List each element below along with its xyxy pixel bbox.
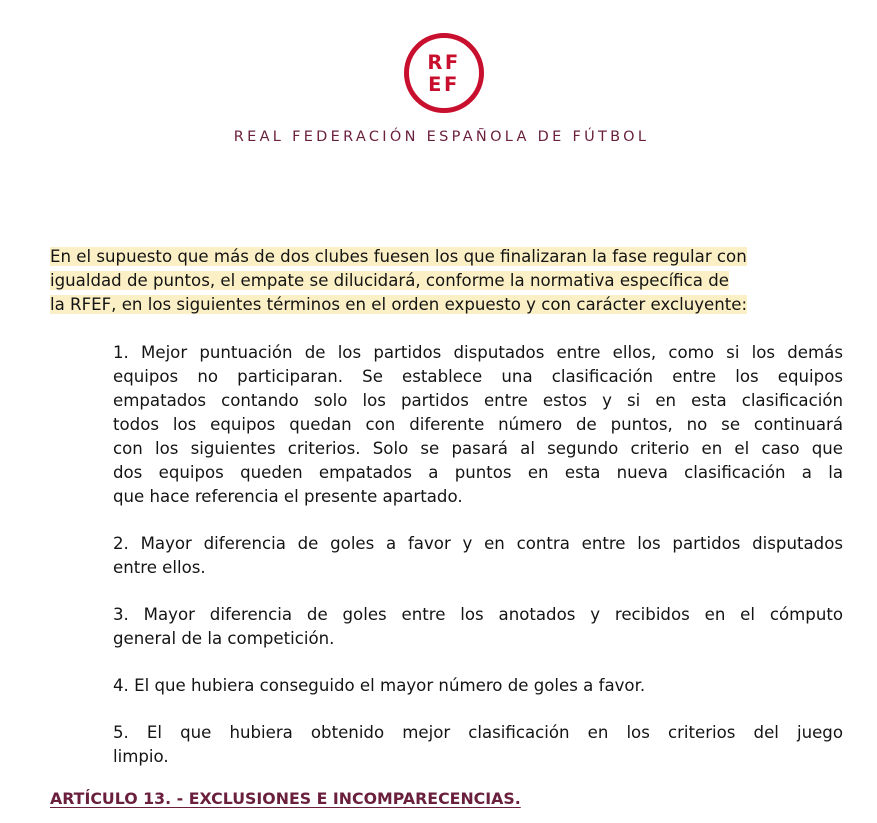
criterion-line: dos equipos queden empatados a puntos en esta nueva clasificación a la xyxy=(113,463,843,482)
criterion-line: 4. El que hubiera conseguido el mayor número de goles a favor. xyxy=(113,676,646,695)
criterion-5 xyxy=(113,721,843,769)
intro-line xyxy=(50,269,845,293)
intro-line xyxy=(50,293,845,317)
intro-paragraph xyxy=(50,245,845,317)
criterion-line: general de la competición. xyxy=(113,629,335,648)
criterion-line: 2. Mayor diferencia de goles a favor y en contra entre los partidos disputados xyxy=(113,534,843,553)
criterion-line: todos los equipos quedan con diferente número de puntos, no se continuará xyxy=(113,415,843,434)
criterion-line: con los siguientes criterios. Solo se pasará al segundo criterio en el caso que xyxy=(113,439,843,458)
criterion-line: entre ellos. xyxy=(113,558,206,577)
criterion-line: 1. Mejor puntuación de los partidos disputados entre ellos, como si los demás xyxy=(113,343,843,362)
federation-name: REAL FEDERACIÓN ESPAÑOLA DE FÚTBOL xyxy=(233,129,650,145)
article-heading: ARTÍCULO 13. - EXCLUSIONES E INCOMPARECENCIAS. xyxy=(50,789,521,808)
criterion-line: que hace referencia el presente apartado. xyxy=(113,487,463,506)
logo-line-2: EF xyxy=(428,73,460,96)
criterion-line: 5. El que hubiera obtenido mejor clasificación en los criterios del juego xyxy=(113,723,843,742)
tiebreak-criteria-list xyxy=(113,341,843,792)
criterion-line: limpio. xyxy=(113,747,169,766)
rfef-logo xyxy=(403,32,485,114)
intro-line xyxy=(50,245,845,269)
criterion-line: 3. Mayor diferencia de goles entre los anotados y recibidos en el cómputo xyxy=(113,605,843,624)
intro-line-text: igualdad de puntos, el empate se dilucidará, conforme la normativa específica de xyxy=(50,271,729,290)
header xyxy=(0,0,877,145)
logo-line-1: RF xyxy=(427,51,461,74)
intro-line-text: En el supuesto que más de dos clubes fuesen los que finalizaran la fase regular con xyxy=(50,247,747,266)
criterion-3 xyxy=(113,603,843,651)
intro-line-text: la RFEF, en los siguientes términos en el orden expuesto y con carácter excluyente: xyxy=(50,295,748,314)
criterion-1 xyxy=(113,341,843,509)
criterion-2 xyxy=(113,532,843,580)
criterion-line: empatados contando solo los partidos entre estos y si en esta clasificación xyxy=(113,391,843,410)
criterion-line: equipos no participaran. Se establece una clasificación entre los equipos xyxy=(113,367,843,386)
criterion-4 xyxy=(113,674,843,698)
